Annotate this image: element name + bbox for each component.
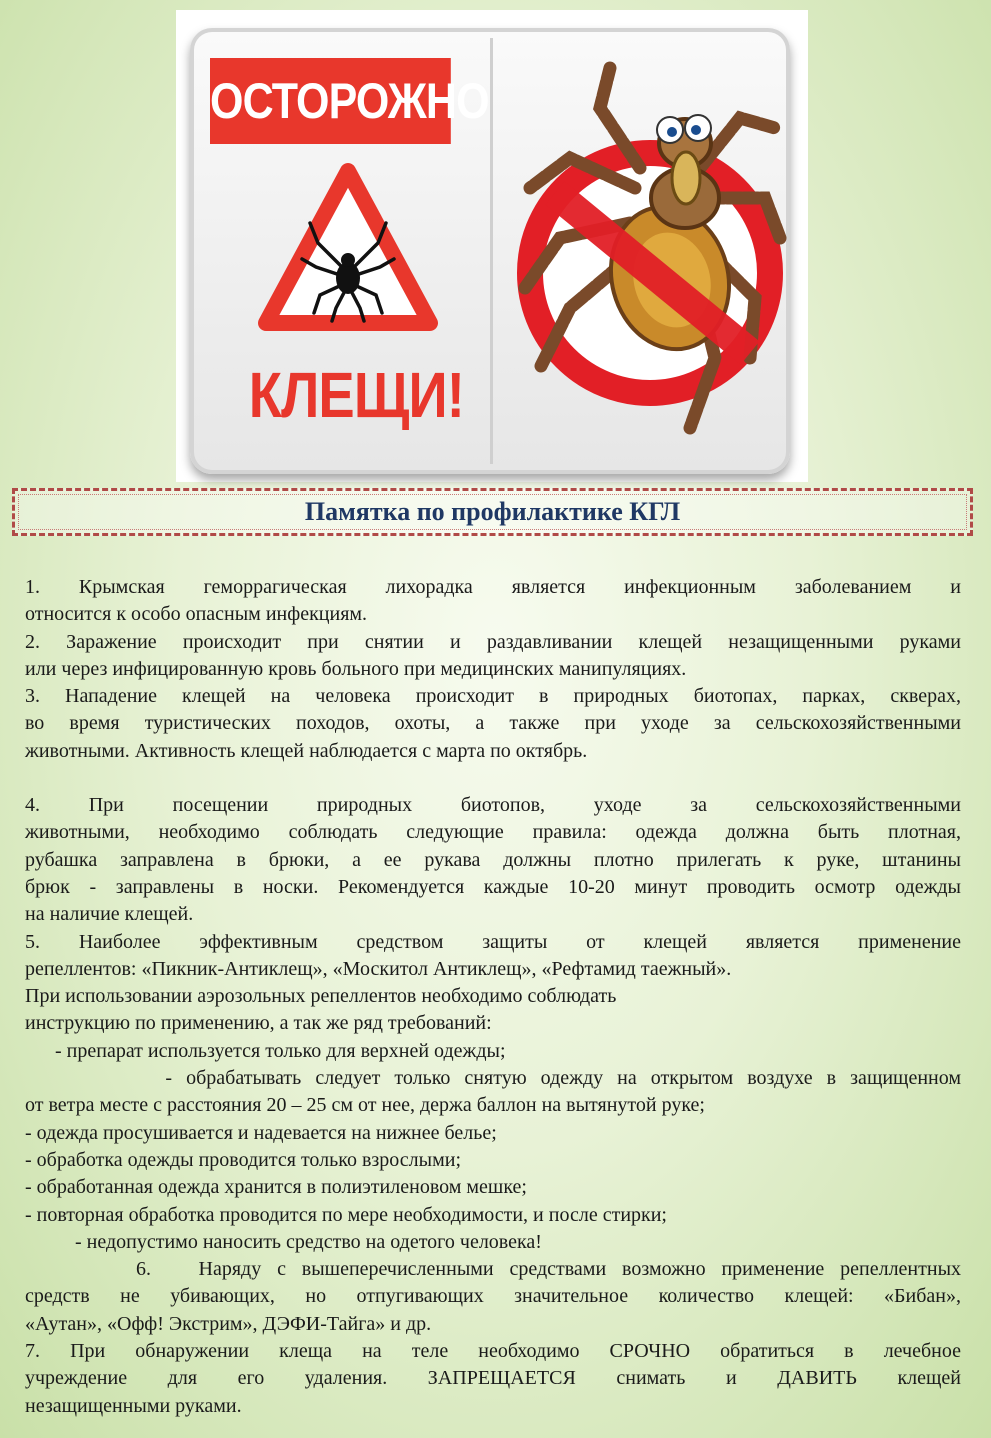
text-line: репеллентов: «Пикник-Антиклещ», «Москитол Антиклещ», «Рефтамид таежный». <box>25 957 732 980</box>
sign-divider <box>490 38 493 464</box>
text-line: - недопустимо наносить средство на одетого человека! <box>25 1230 542 1253</box>
text-line: 2. Заражение происходит при снятии и раздавливании клещей незащищенными руками <box>25 630 961 653</box>
text-line: средств не убивающих, но отпугивающих значительное количество клещей: «Бибан», <box>25 1285 961 1308</box>
text-line: При использовании аэрозольных репеллентов необходимо соблюдать <box>25 985 617 1008</box>
text-line: незащищенными руками. <box>25 1394 242 1417</box>
text-line: «Аутан», «Офф! Экстрим», ДЭФИ-Тайга» и др. <box>25 1312 432 1335</box>
text-line: учреждение для его удаления. ЗАПРЕЩАЕТСЯ снимать и ДАВИТЬ клещей <box>25 1367 961 1390</box>
text-line: 5. Наиболее эффективным средством защиты от клещей является применение <box>25 930 961 953</box>
page-title: Памятка по профилактике КГЛ <box>304 497 681 526</box>
text-line: - повторная обработка проводится по мере необходимости, и после стирки; <box>25 1203 667 1226</box>
text-line: инструкцию по применению, а так же ряд требований: <box>25 1012 492 1035</box>
tick-prohibition-sign-icon <box>500 48 790 468</box>
text-line: - обработка одежды проводится только взрослыми; <box>25 1148 462 1171</box>
warning-sign-image <box>176 10 808 482</box>
text-line: во время туристических походов, охоты, а также при уходе за сельскохозяйственными <box>25 712 961 735</box>
text-line: 6. Наряду с вышеперечисленными средствами возможно применение репеллентных <box>25 1258 962 1281</box>
text-line: или через инфицированную кровь больного при медицинских манипуляциях. <box>25 657 687 680</box>
text-line: рубашка заправлена в брюки, а ее рукава должны плотно прилегать к руке, штанины <box>25 848 961 871</box>
title-box <box>12 488 973 536</box>
text-line: животными. Активность клещей наблюдается с марта по октябрь. <box>25 739 588 762</box>
memo-body <box>25 574 961 1420</box>
text-line: на наличие клещей. <box>25 903 194 926</box>
warning-banner: ОСТОРОЖНО <box>210 58 451 144</box>
text-line: 4. При посещении природных биотопов, уходе за сельскохозяйственными <box>25 794 961 817</box>
text-line: относится к особо опасным инфекциям. <box>25 603 368 626</box>
text-line: 3. Нападение клещей на человека происходит в природных биотопах, парках, скверах, <box>25 685 961 708</box>
text-line: - одежда просушивается и надевается на нижнее белье; <box>25 1121 497 1144</box>
sign-plate <box>190 28 790 474</box>
text-line: животными, необходимо соблюдать следующие правила: одежда должна быть плотная, <box>25 821 961 844</box>
text-line: 7. При обнаружении клеща на теле необходимо СРОЧНО обратиться в лечебное <box>25 1340 961 1363</box>
text-line: - обрабатывать следует только снятую одежду на открытом воздухе в защищенном <box>25 1067 962 1090</box>
text-line: - препарат используется только для верхней одежды; <box>25 1039 506 1062</box>
paragraph-gap <box>25 765 961 792</box>
text-line: 1. Крымская геморрагическая лихорадка является инфекционным заболеванием и <box>25 576 961 598</box>
tick-warning-triangle-icon <box>258 163 438 333</box>
text-line: от ветра месте с расстояния 20 – 25 см от нее, держа баллон на вытянутой руке; <box>25 1094 705 1117</box>
ticks-caption: КЛЕЩИ! <box>248 359 464 431</box>
text-line: брюк - заправлены в носки. Рекомендуется каждые 10-20 минут проводить осмотр одежды <box>25 875 961 898</box>
text-line: - обработанная одежда хранится в полиэтиленовом мешке; <box>25 1176 527 1199</box>
